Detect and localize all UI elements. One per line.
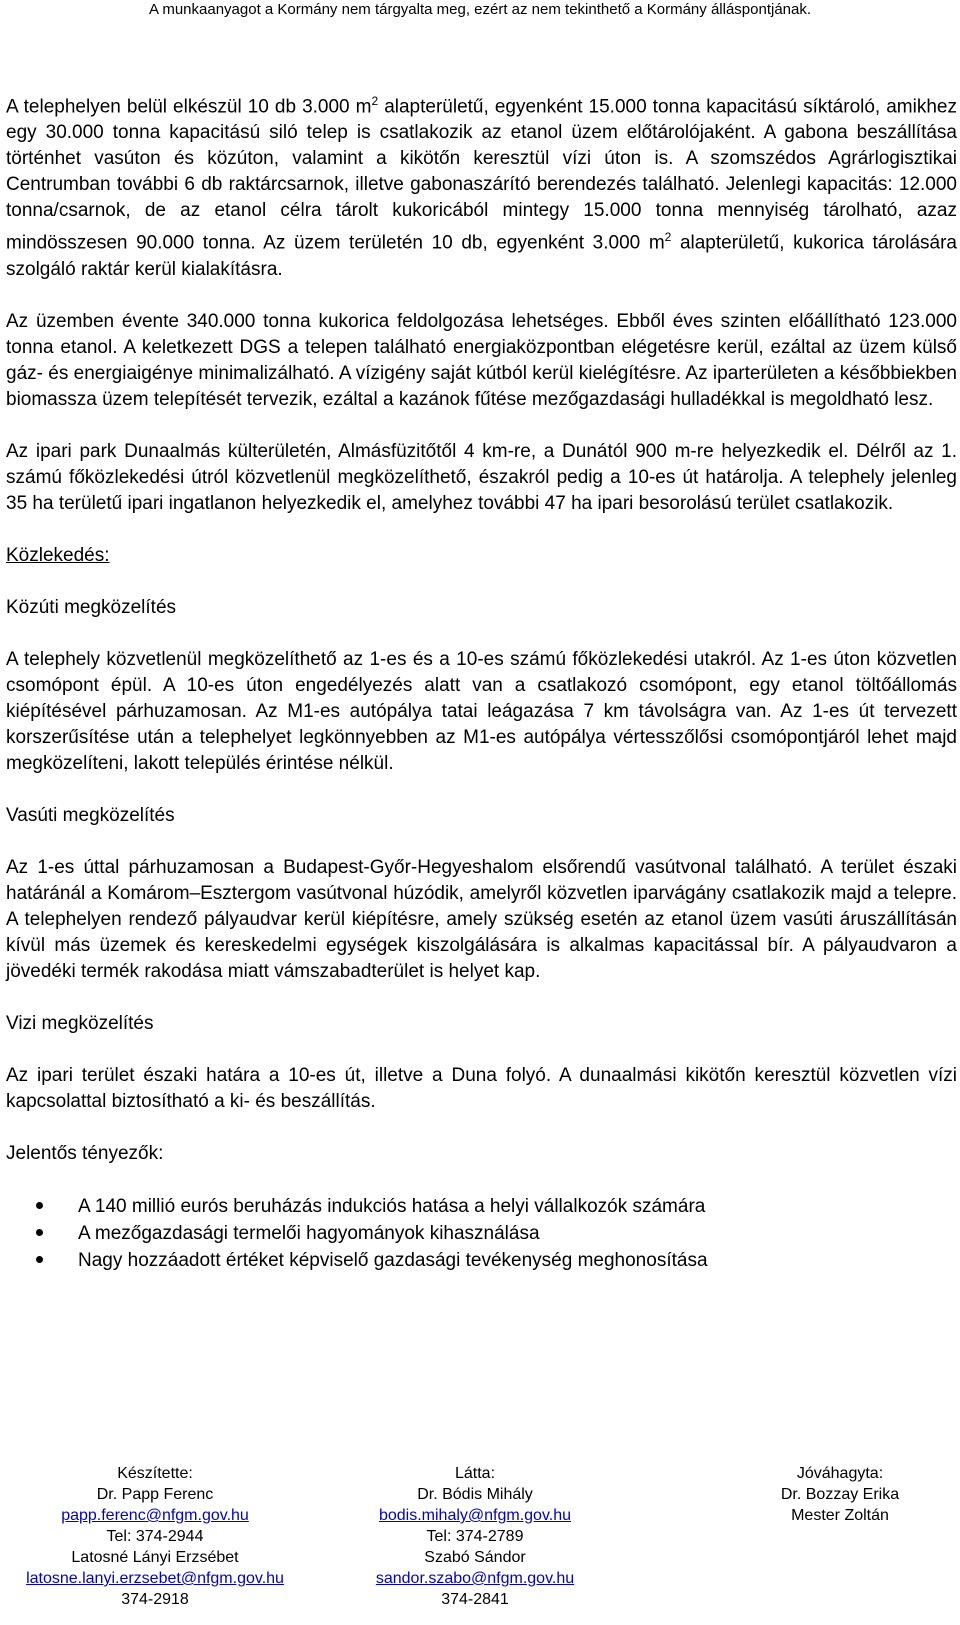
signature-name: Dr. Bódis Mihály [417,1486,533,1503]
bullet-icon [36,1256,43,1263]
paragraph-text: alapterületű, egyenként 15.000 tonna kapacitású síktároló, amikhez egy 30.000 tonna kapacitású siló telep is csatlakozik az etanol üzem előtárolójaként. A gabona beszállítása történhet vasúton és közúton, valamint a kikötőn keresztül vízi úton is. A szomszédos Agrárlogisztikai Centrumban további 6 db raktárcsarnok, illetve gabonaszárító berendezés található. Jelenlegi kapacitás: 12.000 tonna/csarnok, de az etanol célra tárolt kukoricából mintegy 15.000 tonna mennyiség tárolható, azaz mindösszesen 90.000 tonna. Az üzem területén 10 db, egyenként 3.000 m [6,96,957,254]
list-item-text: Nagy hozzáadott értéket képviselő gazdasági tevékenység meghonosítása [78,1249,708,1271]
list-item-text: A mezőgazdasági termelői hagyományok kihasználása [78,1222,540,1244]
heading-road-access: Közúti megközelítés [6,596,177,618]
document-body [6,88,957,1274]
phone-number: 374-2841 [441,1591,509,1608]
superscript: 2 [664,230,672,245]
paragraph-rail-access: Az 1-es úttal párhuzamosan a Budapest-Győr-Hegyeshalom elsőrendű vasútvonal található. A terület északi határánál a Komárom–Esztergom vasútvonal húzódik, amelyről közvetlen iparvágány csatlakozik majd a telepre. A telephelyen rendező pályaudvar kerül kiépítésre, amely szükség esetén az etanol üzem vasúti áruszállításán kívül más üzemek és kereskedelmi egységek kiszolgálására is alkalmas kapacitással bír. A pályaudvaron a jövedéki termék rakodása miatt vámszabadterület is helyet kap. [6,856,957,982]
email-link[interactable]: papp.ferenc@nfgm.gov.hu [61,1507,249,1524]
phone-number: 374-2918 [121,1591,189,1608]
signature-label: Jóváhagyta: [796,1465,884,1482]
phone-number: Tel: 374-2789 [426,1528,524,1545]
signature-name: Mester Zoltán [791,1507,889,1524]
signature-name: Szabó Sándor [424,1549,526,1566]
key-factors-list [6,1193,957,1274]
bullet-icon [36,1202,43,1209]
signature-name: Dr. Bozzay Erika [780,1486,900,1503]
list-item-text: A 140 millió eurós beruházás indukciós hatása a helyi vállalkozók számára [78,1195,706,1217]
signature-name: Dr. Papp Ferenc [96,1486,214,1503]
email-link[interactable]: sandor.szabo@nfgm.gov.hu [375,1570,575,1587]
signature-name: Latosné Lányi Erzsébet [71,1549,239,1566]
heading-rail-access: Vasúti megközelítés [6,804,175,826]
paragraph-water-access: Az ipari terület északi határa a 10-es út, illetve a Duna folyó. A dunaalmási kikötőn keresztül közvetlen vízi kapcsolattal biztosítható a ki- és beszállítás. [6,1064,957,1112]
heading-water-access: Vizi megközelítés [6,1012,154,1034]
paragraph-text: A telephelyen belül elkészül 10 db 3.000 m [6,96,372,118]
paragraph-location: Az ipari park Dunaalmás külterületén, Almásfüzitőtől 4 km-re, a Dunától 900 m-re helyezkedik el. Délről az 1. számú főközlekedési útról közvetlenül megközelíthető, északról pedig a 10-es út határolja. A telephely jelenleg 35 ha területű ipari ingatlanon helyezkedik el, amelyhez további 47 ha ipari besorolású terület csatlakozik. [6,440,957,514]
signature-prepared-by [0,1463,310,1610]
heading-key-factors: Jelentős tényezők: [6,1142,164,1164]
paragraph-road-access: A telephely közvetlenül megközelíthető az 1-es és a 10-es számú főközlekedési utakról. Az 1-es úton közvetlen csomópont épül. A 10-es úton engedélyezés alatt van a csatlakozó csomópont, egy etanol töltőállomás kiépítésével párhuzamosan. Az M1-es autópálya tatai leágazása 7 km távolságra van. Az 1-es út tervezett korszerűsítése után a telephelyet legkönnyebben az M1-es autópálya vértesszőlősi csomópontjáról lehet majd megközelíteni, lakott település érintése nélkül. [6,648,957,774]
superscript: 2 [371,94,379,108]
signature-reviewed-by [330,1463,620,1610]
paragraph-storage [6,88,957,283]
email-link[interactable]: bodis.mihaly@nfgm.gov.hu [378,1507,572,1524]
header-disclaimer: A munkaanyagot a Kormány nem tárgyalta meg, ezért az nem tekinthető a Kormány álláspontjának. [148,1,812,18]
list-item [6,1193,957,1220]
email-link[interactable]: latosne.lanyi.erzsebet@nfgm.gov.hu [26,1570,284,1587]
signature-block [0,1463,960,1623]
paragraph-production: Az üzemben évente 340.000 tonna kukorica feldolgozása lehetséges. Ebből éves szinten előállítható 123.000 tonna etanol. A keletkezett DGS a telepen található energiaközpontban elégetésre kerül, ezáltal az üzem külső gáz- és energiaigénye minimalizálható. A vízigény saját kútból kerül kielégítésre. Az iparterületen a későbbiekben biomassza üzem telepítését tervezik, ezáltal a kazánok fűtése mezőgazdasági hulladékkal is megoldható lesz. [6,310,957,410]
phone-number: Tel: 374-2944 [106,1528,204,1545]
signature-label: Látta: [454,1465,496,1482]
paragraph-text: alapterületű, kukorica tárolására szolgáló raktár kerül kialakításra. [6,232,957,280]
bullet-icon [36,1229,43,1236]
signature-approved-by [720,1463,960,1526]
list-item [6,1220,957,1247]
list-item [6,1247,957,1274]
heading-transport: Közlekedés: [6,544,110,566]
signature-label: Készítette: [117,1465,193,1482]
